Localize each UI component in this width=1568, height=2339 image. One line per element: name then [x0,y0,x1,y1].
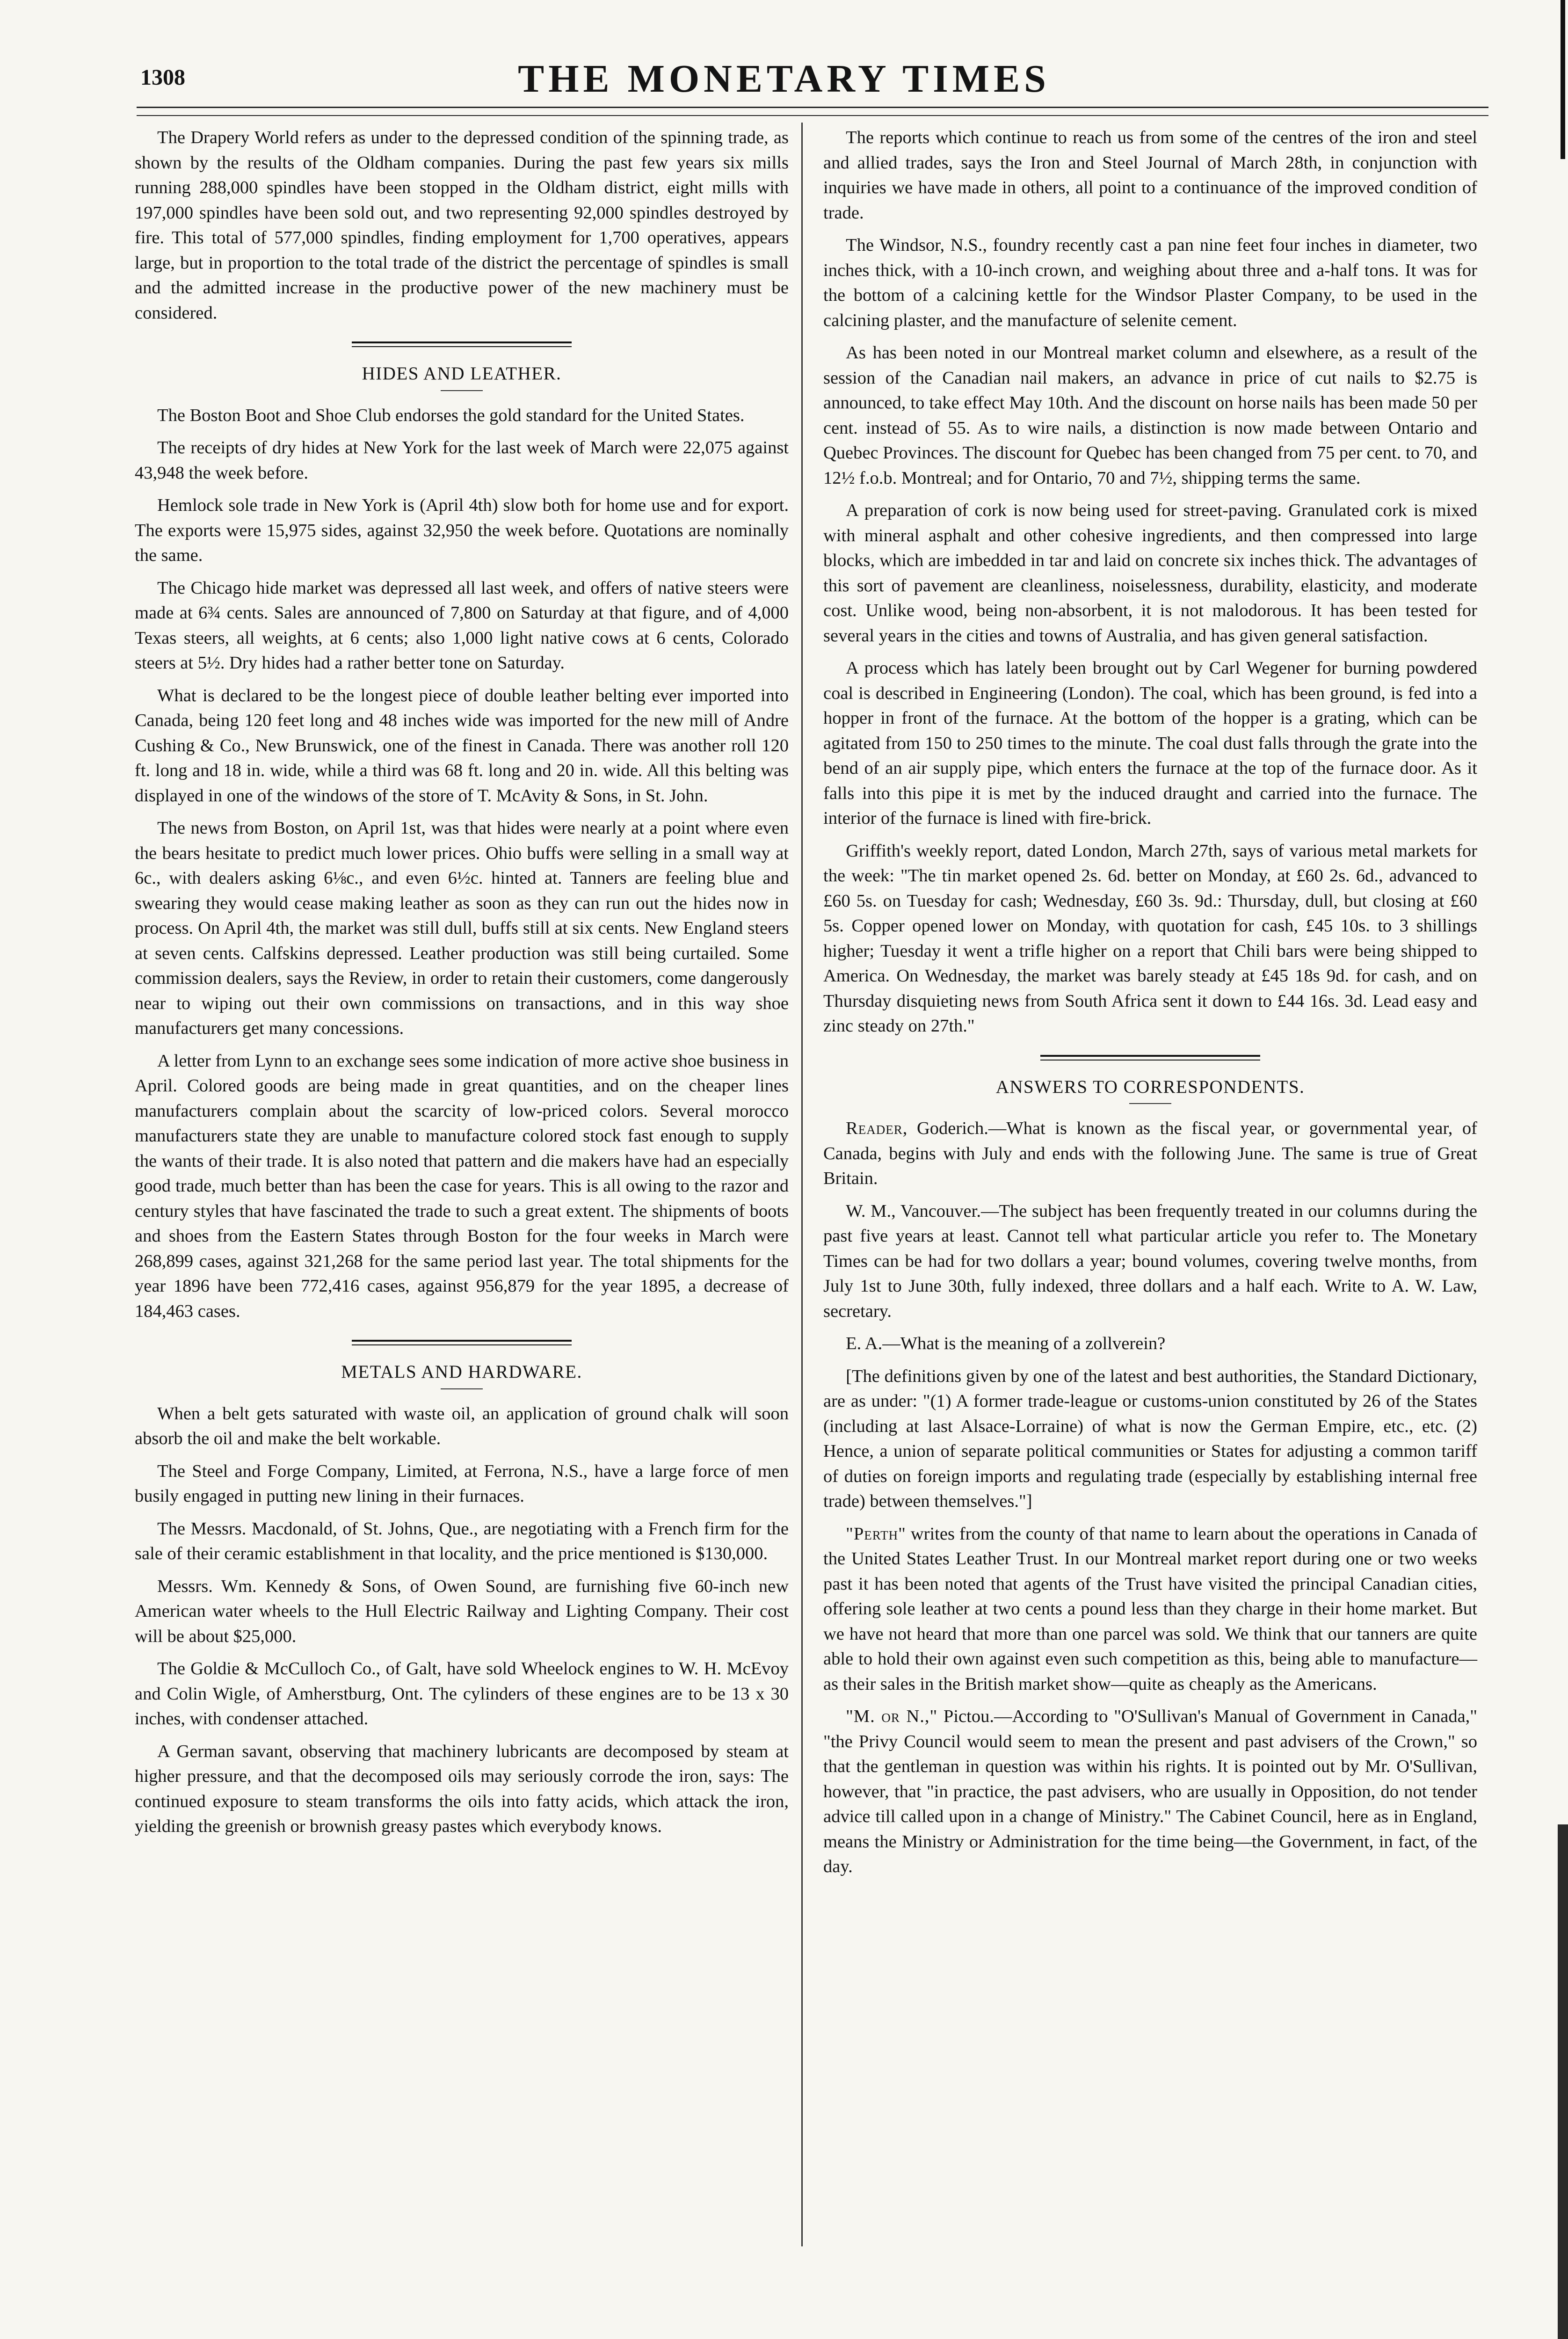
answer-text: Pictou.—According to "O'Sullivan's Manual of Government in Canada," "the Privy Council would seem to mean the present and past advisers of the Crown," so that the gentleman in question was within his rights. It is pointed out by Mr. O'Sullivan, however, that "in practice, the past advisers, who are usually in Opposition, do not tender advice till called upon in a change of Ministry." The Cabinet Council, here as in England, means the Ministry or Administration for the time being—the Government, in fact, of the day. [823,1707,1477,1876]
section-rule [352,341,572,347]
masthead-title: THE MONETARY TIMES [518,57,1050,101]
article-paragraph: Messrs. Wm. Kennedy & Sons, of Owen Sound, are furnishing five 60-inch new American water wheels to the Hull Electric Railway and Lighting Company. Their cost will be about $25,000. [135,1576,789,1646]
article-paragraph: As has been noted in our Montreal market column and elsewhere, as a result of the session of the Canadian nail makers, an advance in price of cut nails to $2.75 is announced, to take effect May 10th. And the discount on horse nails has been made 50 per cent. instead of 55. As to wire nails, a distinction is now made between Ontario and Quebec Provinces. The discount for Quebec has been changed from 75 per cent. to 70, and 12½ f.o.b. Montreal; and for Ontario, 70 and 7½, shipping terms the same. [823,343,1477,488]
answer-text: [The definitions given by one of the latest and best authorities, the Standard Dictionary, are as under: "(1) A former trade-league or customs-union constituted by 26 of the States (including at last Alsace-Lorraine) of what is now the German Empire, etc., etc. (2) Hence, a union of separate political communities or States for adjusting a common tariff of duties on foreign imports and regulating trade (especially by establishing internal free trade) between themselves."] [823,1366,1477,1511]
article-paragraph: The reports which continue to reach us from some of the centres of the iron and steel and allied trades, says the Iron and Steel Journal of March 28th, in conjunction with inquiries we have made in others, all point to a continuance of the improved condition of trade. [823,128,1477,223]
answer-paragraph [823,1199,1477,1324]
article-paragraph: What is declared to be the longest piece of double leather belting ever imported into Canada, being 120 feet long and 48 inches wide was imported for the new mill of Andre Cushing & Co., New Brunswick, one of the finest in Canada. There was another roll 120 ft. long and 18 in. wide, while a third was 68 ft. long and 20 in. wide. All this belting was displayed in one of the windows of the store of T. McAvity & Sons, in St. John. [135,685,789,806]
article-paragraph: When a belt gets saturated with waste oil, an application of ground chalk will soon absorb the oil and make the belt workable. [135,1403,789,1448]
article-paragraph: A German savant, observing that machinery lubricants are decomposed by steam at higher pressure, and that the decomposed oils may seriously corrode the iron, says: The continued exposure to steam transforms the oils into fatty acids, which attack the iron, yielding the greenish or brownish greasy pastes which everybody knows. [135,1741,789,1836]
intro-paragraph: The Drapery World refers as under to the depressed condition of the spinning trade, as shown by the results of the Oldham companies. During the past few years six mills running 288,000 spindles have been stopped in the Oldham district, eight mills with 197,000 spindles have been sold out, and two representing 92,000 spindles destroyed by fire. This total of 577,000 spindles, finding employment for 1,700 operatives, appears large, but in proportion to the total trade of the district the percentage of spindles is small and the admitted increase in the productive power of the new machinery must be considered. [135,128,789,323]
answer-text: writes from the county of that name to learn about the operations in Canada of the United States Leather Trust. In our Montreal market report during one or two weeks past it has been noted that agents of the Trust have visited the principal Canadian cities, offering sole leather at two cents a pound less than they charge in their home market. But we have not heard that more than one parcel was sold. We think that our tanners are quite able to hold their own against even such competition as this, being able to manufacture—as their sales in the British market show—quite as cheaply as the Americans. [823,1524,1477,1694]
correspondent-name: "Perth" [846,1524,906,1544]
section-dash [1129,1103,1171,1104]
answer-text: W. M., Vancouver.—The subject has been frequently treated in our columns during the past five years at least. Cannot tell what particular article you refer to. The Monetary Times can be had for two dollars a year; bound volumes, covering twelve months, from July 1st to June 30th, fully indexed, three dollars and a half each. Write to A. W. Law, secretary. [823,1201,1477,1321]
article-paragraph: The Windsor, N.S., foundry recently cast a pan nine feet four inches in diameter, two inches thick, with a 10-inch crown, and weighing about three and a-half tons. It was for the bottom of a calcining kettle for the Windsor Plaster Company, to be used in the calcining plaster, and the manufacture of selenite cement. [823,235,1477,330]
page-number: 1308 [140,65,185,90]
article-paragraph: The Boston Boot and Shoe Club endorses the gold standard for the United States. [157,405,745,425]
article-paragraph: The news from Boston, on April 1st, was that hides were nearly at a point where even the bears hesitate to predict much lower prices. Ohio buffs were selling in a small way at 6c., with dealers asking 6⅛c., and even 6½c. hinted at. Tanners are feeling blue and swearing they would cease making leather as soon as they can run out the hides now in process. On April 4th, the market was still dull, buffs still at six cents. New England steers at seven cents. Calfskins depressed. Leather production was still being curtailed. Some commission dealers, says the Review, in order to retain their customers, come dangerously near to wiping out their own commissions on transactions, and in this way shoe manufacturers get many concessions. [135,818,789,1038]
answer-paragraph [823,1331,1477,1357]
answer-paragraph [823,1116,1477,1191]
section-heading-hides: HIDES AND LEATHER. [362,363,562,384]
section-dash [441,390,483,391]
article-paragraph: The Steel and Forge Company, Limited, at Ferrona, N.S., have a large force of men busily engaged in putting new lining in their furnaces. [135,1461,789,1506]
section-heading-answers: ANSWERS TO CORRESPONDENTS. [995,1076,1305,1097]
article-paragraph: The receipts of dry hides at New York for the last week of March were 22,075 against 43,948 the week before. [135,438,789,483]
binding-edge-bottom [1558,1824,1568,2339]
answer-paragraph [823,1704,1477,1880]
article-paragraph: A preparation of cork is now being used for street-paving. Granulated cork is mixed with mineral asphalt and other cohesive ingredients, and then compressed into large blocks, which are imbedded in tar and laid on concrete six inches thick. The advantages of this sort of pavement are cleanliness, noiselessness, durability, elasticity, and moderate cost. Unlike wood, being non-absorbent, it is not malodorous. It has been tested for several years in the cities and towns of Australia, and has given general satisfaction. [823,501,1477,646]
correspondent-name: "M. or N.," [846,1707,938,1726]
section-dash [441,1388,483,1389]
right-column [823,125,1477,1887]
binding-edge-top [1561,0,1565,159]
left-column [135,125,789,1847]
section-rule [352,1340,572,1345]
article-paragraph: A letter from Lynn to an exchange sees some indication of more active shoe business in April. Colored goods are being made in great quantities, and on the cheaper lines manufacturers complain about the scarcity of low-priced colors. Several morocco manufacturers state they are unable to manufacture colored stock fast enough to supply the wants of their trade. It is also noted that pattern and die makers have had an especially good trade, much better than has been the case for years. This is all owing to the razor and century styles that have fascinated the trade to such a great extent. The shipments of boots and shoes from the Eastern States through Boston for the four weeks in March were 268,899 cases, against 321,268 for the same period last year. The total shipments for the year 1896 have been 772,416 cases, against 956,879 for the year 1895, a decrease of 184,463 cases. [135,1051,789,1321]
binding-edge-shadow [1554,0,1568,2339]
article-paragraph: A process which has lately been brought out by Carl Wegener for burning powdered coal is described in Engineering (London). The coal, which has been ground, is fed into a hopper in front of the furnace. At the bottom of the hopper is a grating, which can be agitated from 150 to 250 times to the minute. The coal dust falls through the grate into the bend of an air supply pipe, which enters the furnace at the top of the furnace door. As it falls into this pipe it is met by the induced draught and carried into the furnace. The interior of the furnace is lined with fire-brick. [823,658,1477,828]
section-rule [1040,1055,1260,1061]
header-rule-top [137,107,1488,108]
article-paragraph: The Goldie & McCulloch Co., of Galt, have sold Wheelock engines to W. H. McEvoy and Colin Wigle, of Amherstburg, Ont. The cylinders of these engines are to be 13 x 30 inches, with condenser attached. [135,1659,789,1729]
answer-text: , Goderich.—What is known as the fiscal year, or governmental year, of Canada, begins with July and ends with the following June. The same is true of Great Britain. [823,1119,1477,1188]
column-divider [801,123,803,2246]
answer-paragraph [823,1364,1477,1514]
answer-paragraph [823,1522,1477,1697]
section-heading-metals: METALS AND HARDWARE. [341,1362,582,1382]
article-paragraph: The Messrs. Macdonald, of St. Johns, Que., are negotiating with a French firm for the sale of their ceramic establishment in that locality, and the price mentioned is $130,000. [135,1518,789,1563]
article-paragraph: The Chicago hide market was depressed all last week, and offers of native steers were made at 6¾ cents. Sales are announced of 7,800 on Saturday at that figure, and of 4,000 Texas steers, all weights, at 6 cents; also 1,000 light native cows at 6 cents, Colorado steers at 5½. Dry hides had a rather better tone on Saturday. [135,578,789,673]
article-paragraph: Hemlock sole trade in New York is (April 4th) slow both for home use and for export. The exports were 15,975 sides, against 32,950 the week before. Quotations are nominally the same. [135,495,789,565]
header-rule-bottom [137,115,1488,116]
answer-text: E. A.—What is the meaning of a zollverein? [846,1334,1166,1353]
correspondent-name: Reader [846,1119,903,1138]
article-paragraph: Griffith's weekly report, dated London, March 27th, says of various metal markets for the week: "The tin market opened 2s. 6d. better on Monday, at £60 2s. 6d., advanced to £60 5s. on Tuesday for cash; Wednesday, £60 3s. 9d.: Thursday, dull, but closing at £60 5s. Copper opened lower on Monday, with quotation for cash, £45 10s. to 3 shillings higher; Tuesday it went a trifle higher on a report that Chili bars were being shipped to America. On Wednesday, the market was barely steady at £45 18s 9d. for cash, and on Thursday disquieting news from South Africa sent it down to £44 16s. 3d. Lead easy and zinc steady on 27th." [823,841,1477,1036]
